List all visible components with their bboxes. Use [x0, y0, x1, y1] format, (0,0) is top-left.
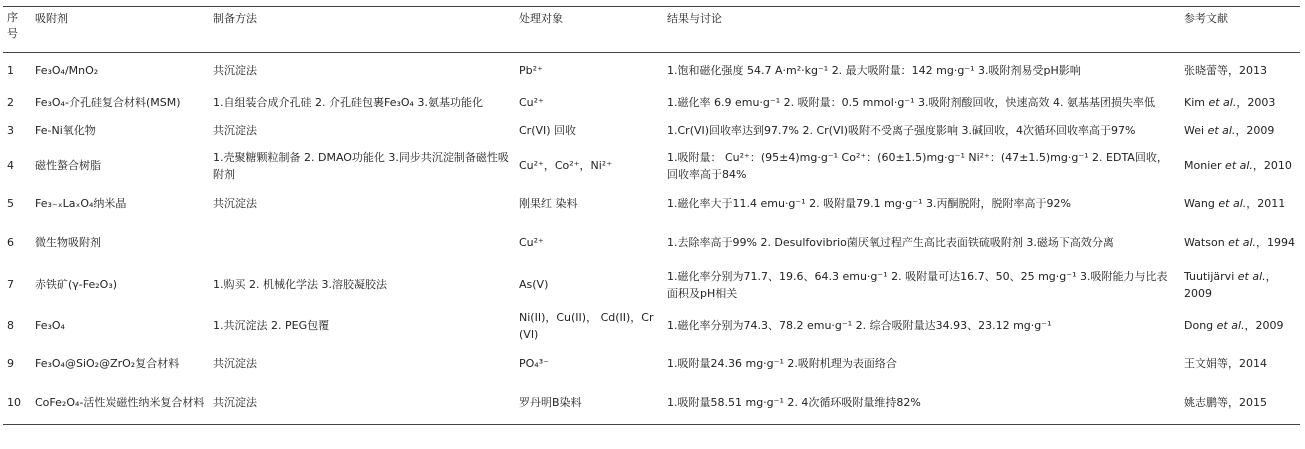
cell-index: 8 — [7, 319, 14, 332]
cell-results: 1.去除率高于99% 2. Desulfovibrio菌厌氧过程产生高比表面铁硫吸附剂 3.磁场下高效分离 — [667, 235, 1114, 249]
cell-results: 1.饱和磁化强度 54.7 A·m²·kg⁻¹ 2. 最大吸附量：142 mg·g⁻¹ 3.吸附剂易受pH影响 — [667, 64, 1081, 78]
cell-adsorbent: Fe₃O₄ — [35, 319, 65, 332]
cell-index: 9 — [7, 357, 14, 370]
table-row — [3, 187, 1300, 221]
cell-reference: 张晓蕾等，2013 — [1184, 64, 1267, 78]
reference-etal: et al. — [1207, 123, 1236, 137]
reference-etal: et al. — [1208, 95, 1237, 109]
cell-results: 1.磁化率 6.9 emu·g⁻¹ 2. 吸附量：0.5 mmol·g⁻¹ 3.吸附剂酸回收，快速高效 4. 氨基基团损失率低 — [667, 95, 1155, 109]
cell-index: 2 — [7, 95, 14, 109]
column-header-target: 处理对象 — [515, 7, 663, 53]
cell-index: 1 — [7, 64, 14, 78]
cell-results: 1.磁化率大于11.4 emu·g⁻¹ 2. 吸附量79.1 mg·g⁻¹ 3.丙酮脱附，脱附率高于92% — [667, 197, 1071, 210]
reference-year: ，2009 — [1244, 319, 1284, 332]
column-header-results: 结果与讨论 — [663, 7, 1180, 53]
cell-reference — [1180, 187, 1300, 221]
table-row — [3, 221, 1300, 264]
cell-results: 1.磁化率分别为74.3、78.2 emu·g⁻¹ 2. 综合吸附量达34.93、23.12 mg·g⁻¹ — [667, 319, 1052, 332]
reference-etal: et al. — [1225, 159, 1253, 172]
column-header-reference: 参考文献 — [1180, 7, 1300, 53]
cell-adsorbent: 赤铁矿(γ-Fe₂O₃) — [35, 278, 118, 291]
reference-year: ，2011 — [1246, 197, 1286, 210]
column-header-adsorbent: 吸附剂 — [31, 7, 209, 53]
cell-adsorbent: CoFe₂O₄-活性炭磁性纳米复合材料 — [31, 382, 209, 425]
cell-reference: 姚志鹏等，2015 — [1180, 382, 1300, 425]
cell-target: Cu²⁺，Co²⁺，Ni²⁺ — [519, 159, 612, 172]
cell-target: Cr(VI) 回收 — [519, 123, 577, 137]
cell-results: 1.吸附量24.36 mg·g⁻¹ 2.吸附机理为表面络合 — [667, 357, 897, 370]
cell-index: 5 — [7, 197, 14, 210]
cell-preparation: 共沉淀法 — [213, 64, 257, 78]
cell-results: 1.磁化率分别为71.7、19.6、64.3 emu·g⁻¹ 2. 吸附量可达16.7、50、25 mg·g⁻¹ 3.吸附能力与比表面积及pH相关 — [667, 269, 1168, 300]
reference-year: ，2010 — [1252, 159, 1292, 172]
reference-etal: et al. — [1228, 235, 1257, 249]
table-row — [3, 346, 1300, 382]
table-row — [3, 264, 1300, 306]
table-header-row — [3, 7, 1300, 53]
column-header-index-line1: 序 — [7, 11, 18, 24]
cell-preparation: 1.壳聚糖颗粒制备 2. DMAO功能化 3.同步共沉淀制备磁性吸附剂 — [213, 150, 509, 181]
table-row — [3, 53, 1300, 89]
cell-index: 10 — [3, 382, 31, 425]
cell-reference — [1180, 116, 1300, 145]
cell-reference — [1180, 89, 1300, 116]
reference-author: Watson — [1184, 235, 1229, 249]
cell-target: Pb²⁺ — [519, 64, 543, 78]
cell-reference: 王文娟等，2014 — [1184, 357, 1267, 370]
cell-reference — [1180, 145, 1300, 187]
cell-target: Cu²⁺ — [519, 95, 544, 109]
cell-adsorbent: Fe₃O₄/MnO₂ — [35, 64, 99, 78]
cell-target: 罗丹明B染料 — [515, 382, 663, 425]
cell-target: 刚果红 染料 — [519, 197, 578, 210]
cell-index: 4 — [7, 159, 14, 172]
cell-reference — [1180, 264, 1300, 306]
reference-year: ，1994 — [1256, 235, 1296, 249]
cell-target: Ni(II)，Cu(II)， Cd(II)，Cr (VI) — [519, 310, 654, 341]
reference-author: Kim — [1184, 95, 1209, 109]
table-row — [3, 382, 1300, 425]
cell-results: 1.吸附量： Cu²⁺：(95±4)mg·g⁻¹ Co²⁺：(60±1.5)mg·g⁻¹ Ni²⁺：(47±1.5)mg·g⁻¹ 2. EDTA回收，回收率高于84% — [667, 150, 1168, 181]
reference-author: Tuutijärvi — [1184, 269, 1238, 283]
table-row — [3, 89, 1300, 116]
table-row — [3, 145, 1300, 187]
cell-reference — [1180, 221, 1300, 264]
reference-author: Wang — [1184, 197, 1219, 210]
table-row — [3, 306, 1300, 346]
cell-preparation: 共沉淀法 — [213, 357, 257, 370]
cell-adsorbent: 磁性螯合树脂 — [35, 159, 101, 172]
reference-year: ，2003 — [1236, 95, 1276, 109]
cell-preparation: 共沉淀法 — [213, 197, 257, 210]
cell-results: 1.Cr(VI)回收率达到97.7% 2. Cr(VI)吸附不受离子强度影响 3.碱回收，4次循环回收率高于97% — [667, 123, 1136, 137]
cell-index: 7 — [7, 278, 14, 291]
column-header-index — [3, 7, 31, 53]
cell-preparation: 共沉淀法 — [213, 123, 257, 137]
column-header-index-line2: 号 — [7, 27, 18, 40]
cell-target: Cu²⁺ — [519, 235, 544, 249]
reference-etal: et al. — [1218, 197, 1247, 210]
cell-preparation: 1.购买 2. 机械化学法 3.溶胶凝胶法 — [213, 278, 387, 291]
table-row — [3, 116, 1300, 145]
cell-preparation: 1.共沉淀法 2. PEG包覆 — [213, 319, 330, 332]
cell-target: As(V) — [519, 278, 549, 291]
cell-preparation — [209, 221, 515, 264]
reference-etal: et al. — [1237, 269, 1266, 283]
cell-adsorbent: Fe-Ni氧化物 — [35, 123, 96, 137]
cell-index: 6 — [7, 235, 14, 249]
cell-adsorbent: Fe₃O₄@SiO₂@ZrO₂复合材料 — [35, 357, 180, 370]
cell-index: 3 — [7, 123, 14, 137]
reference-author: Dong — [1184, 319, 1217, 332]
cell-reference — [1180, 306, 1300, 346]
adsorbent-table — [3, 6, 1300, 425]
cell-preparation: 1.自组装合成介孔硅 2. 介孔硅包裹Fe₃O₄ 3.氨基功能化 — [213, 95, 483, 109]
column-header-preparation: 制备方法 — [209, 7, 515, 53]
cell-adsorbent: 微生物吸附剂 — [35, 235, 101, 249]
cell-target: PO₄³⁻ — [519, 357, 549, 370]
reference-year: ，2009 — [1184, 269, 1277, 300]
reference-author: Wei — [1184, 123, 1208, 137]
cell-adsorbent: Fe₃₋ₓLaₓO₄纳米晶 — [35, 197, 127, 210]
reference-year: ，2009 — [1235, 123, 1275, 137]
cell-results: 1.吸附量58.51 mg·g⁻¹ 2. 4次循环吸附量维持82% — [663, 382, 1180, 425]
reference-etal: et al. — [1216, 319, 1245, 332]
cell-preparation: 共沉淀法 — [209, 382, 515, 425]
reference-author: Monier — [1184, 159, 1226, 172]
cell-adsorbent: Fe₃O₄-介孔硅复合材料(MSM) — [35, 95, 181, 109]
